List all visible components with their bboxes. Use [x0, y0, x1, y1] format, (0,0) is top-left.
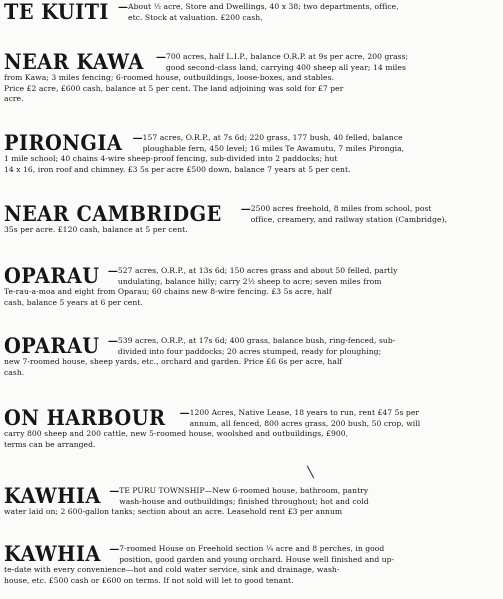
ad-line: wash-house and outbuildings; finished throughout; hot and cold	[119, 496, 369, 506]
ad-line: from Kawa; 3 miles fencing; 6-roomed house, outbuildings, loose-boxes, and stables.	[4, 73, 335, 83]
ad-line: good second-class land, carrying 400 sheep all year; 14 miles	[165, 62, 406, 72]
ad-line: 1 mile school; 40 chains 4-wire sheep-proof fencing, sub-divided into 2 paddocks; hut	[4, 154, 338, 164]
ad-line: house, etc. £500 cash or £600 on terms. If not sold will let to good tenant.	[4, 575, 294, 585]
ad-line: 14 x 16, iron roof and chimney. £3 5s per acre £500 down, balance 7 years at 5 per cent.	[4, 164, 351, 174]
ad-heading: ON HARBOUR	[4, 405, 166, 430]
ad-line: acre.	[4, 94, 24, 104]
ad-line: divided into four paddocks; 20 acres stumped, ready for ploughing;	[117, 346, 382, 356]
ad-line: 157 acres, O.R.P., at 7s 6d; 220 grass, 177 bush, 40 felled, balance	[142, 133, 403, 142]
ad-line: 2500 acres freehold, 8 miles from school, post	[250, 204, 432, 213]
ad-pirongia	[4, 130, 501, 175]
ad-dash: —	[132, 133, 143, 144]
ad-dash: —	[118, 2, 129, 13]
ad-line: 35s per acre. £120 cash, balance at 5 per cent.	[4, 225, 188, 235]
ad-line: undulating, balance hilly; carry 2½ sheep to acre; seven miles from	[117, 276, 382, 286]
ad-line: 1200 Acres, Native Lease, 18 years to run, rent £47 5s per	[189, 408, 420, 417]
ad-heading: OPARAU	[4, 333, 100, 358]
pen-mark	[307, 466, 314, 479]
ad-line: About ½ acre, Store and Dwellings, 40 x 38; two departments, office,	[128, 2, 399, 11]
ad-line: te-date with every convenience—hot and cold water service, sink and drainage, wash-	[4, 565, 340, 575]
ad-dash: —	[155, 52, 166, 63]
ad-dash: —	[109, 486, 120, 497]
ad-heading: KAWHIA	[4, 483, 101, 508]
ad-line: annum, all fenced, 800 acres grass, 200 bush, 50 crop, will	[189, 418, 421, 428]
ad-kawhia-2	[4, 541, 501, 586]
ad-heading: NEAR KAWA	[4, 49, 144, 74]
ad-dash: —	[240, 204, 251, 215]
ad-line: Te-rau-a-moa and eight from Oparau; 60 chains new 8-wire fencing. £3 5s acre, half	[4, 287, 332, 297]
ad-heading: TE KUITI	[4, 0, 109, 24]
ad-oparau-1	[4, 263, 501, 308]
ad-line: 700 acres, half L.I.P., balance O.R.P. at 9s per acre, 200 grass;	[165, 52, 409, 61]
ad-line: cash, balance 5 years at 6 per cent.	[4, 297, 143, 307]
ad-heading: KAWHIA	[4, 541, 101, 566]
ad-oparau-2	[4, 333, 501, 378]
ad-dash: —	[109, 544, 120, 555]
ad-line: terms can be arranged.	[4, 439, 96, 449]
ad-line: cash.	[4, 367, 25, 377]
ad-dash: —	[107, 336, 118, 347]
ad-line: water laid on; 2 600-gallon tanks; section about an acre. Leasehold rent £3 per annum	[4, 507, 343, 517]
ad-heading: NEAR CAMBRIDGE	[4, 201, 222, 226]
ad-dash: —	[107, 266, 118, 277]
ad-on-harbour	[4, 405, 501, 450]
ad-line: 539 acres, O.R.P., at 17s 6d; 400 grass, balance bush, ring-fenced, sub-	[117, 336, 396, 345]
ad-heading: PIRONGIA	[4, 130, 123, 155]
ad-line: carry 800 sheep and 200 cattle, new 5-roomed house, woolshed and outbuildings, £900,	[4, 429, 349, 439]
ad-line: 527 acres, O.R.P., at 13s 6d; 150 acres grass and about 50 felled, partly	[117, 266, 398, 275]
ad-line: new 7-roomed house, sheep yards, etc., orchard and garden. Price £6 6s per acre, half	[4, 357, 343, 367]
ad-line: etc. Stock at valuation. £200 cash,	[128, 12, 263, 22]
ad-near-kawa	[4, 49, 501, 105]
ad-line: position, good garden and young orchard. House well finished and up-	[119, 554, 395, 564]
ad-line: 7-roomed House on Freehold section ¼ acre and 8 perches, in good	[119, 544, 385, 553]
ad-heading: OPARAU	[4, 263, 100, 288]
ad-line: ploughable fern, 450 level; 16 miles Te Awamutu, 7 miles Pirongia,	[142, 143, 405, 153]
ad-line: TE PURU TOWNSHIP—New 6-roomed house, bathroom, pantry	[119, 486, 369, 495]
ad-te-kuiti	[4, 2, 501, 23]
ad-line: office, creamery, and railway station (Cambridge),	[250, 214, 448, 224]
ad-line: Price £2 acre, £600 cash, balance at 5 per cent. The land adjoining was sold for £7 per	[4, 83, 344, 93]
ad-dash: —	[179, 408, 190, 419]
ad-kawhia-1	[4, 483, 501, 518]
ad-near-cambridge	[4, 201, 501, 236]
